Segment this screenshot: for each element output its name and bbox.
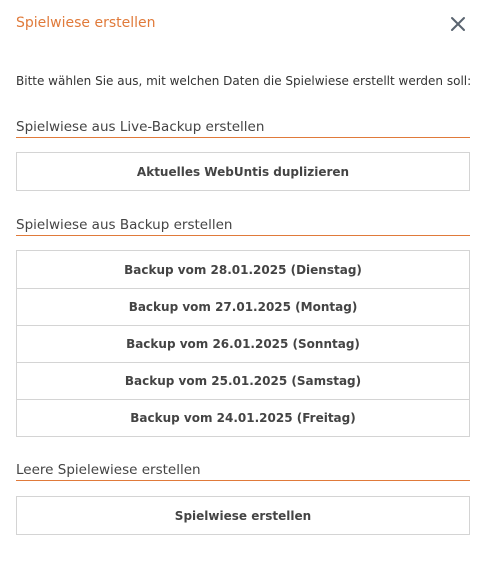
empty-sandbox-button-group (16, 496, 470, 535)
backup-button-2025-01-26[interactable]: Backup vom 26.01.2025 (Sonntag) (17, 325, 469, 362)
duplicate-webuntis-button[interactable]: Aktuelles WebUntis duplizieren (17, 153, 469, 190)
backup-button-2025-01-24[interactable]: Backup vom 24.01.2025 (Freitag) (17, 399, 469, 436)
backup-button-2025-01-27[interactable]: Backup vom 27.01.2025 (Montag) (17, 288, 469, 325)
backup-button-group (16, 250, 470, 437)
intro-text: Bitte wählen Sie aus, mit welchen Daten die Spielwiese erstellt werden soll: (16, 74, 472, 88)
create-empty-sandbox-button[interactable]: Spielwiese erstellen (17, 497, 469, 534)
backup-button-2025-01-28[interactable]: Backup vom 28.01.2025 (Dienstag) (17, 251, 469, 288)
dialog-title: Spielwiese erstellen (16, 15, 156, 31)
close-icon (447, 13, 469, 35)
section-title-live-backup: Spielwiese aus Live-Backup erstellen (16, 118, 470, 138)
section-title-backup: Spielwiese aus Backup erstellen (16, 216, 470, 236)
close-button[interactable] (447, 13, 469, 35)
backup-button-2025-01-25[interactable]: Backup vom 25.01.2025 (Samstag) (17, 362, 469, 399)
live-backup-button-group (16, 152, 470, 191)
section-title-empty: Leere Spielewiese erstellen (16, 461, 470, 481)
